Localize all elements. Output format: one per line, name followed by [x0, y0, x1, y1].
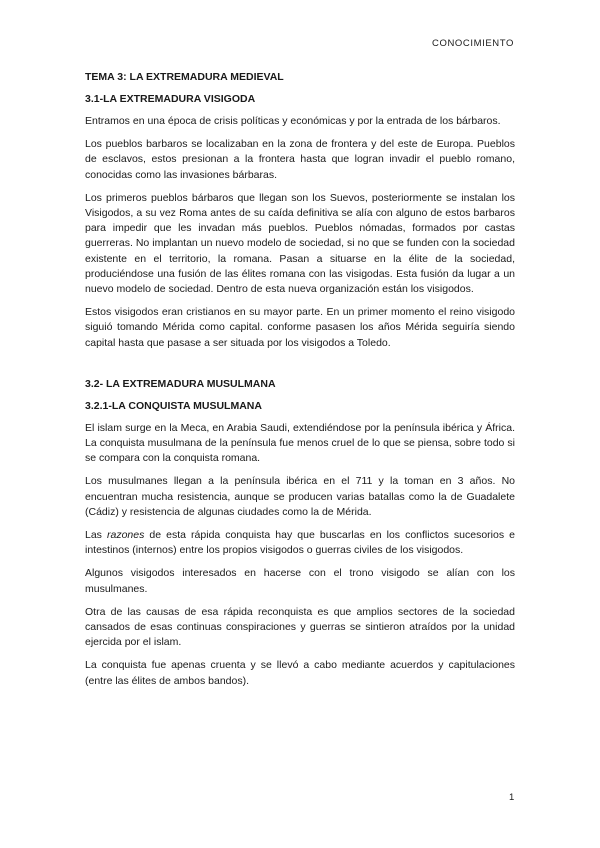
- page-header: CONOCIMIENTO: [432, 38, 514, 49]
- paragraph: La conquista fue apenas cruenta y se llevó a cabo mediante acuerdos y capitulaciones (entre las élites de ambos bandos).: [85, 659, 515, 687]
- causes-text-start: Las: [85, 529, 107, 542]
- paragraph: Algunos visigodos interesados en hacerse con el trono visigodo se alían con los musulmanes.: [85, 567, 515, 595]
- paragraph: Estos visigodos eran cristianos en su mayor parte. En un primer momento el reino visigodo siguió tomando Mérida como capital. conforme pasasen los años Mérida seguiría siendo capital hasta que pasase a ser situada por los visigodos a Toledo.: [85, 306, 515, 349]
- page-number: 1: [509, 792, 515, 803]
- section-heading-musulmana: 3.2- LA EXTREMADURA MUSULMANA: [85, 377, 276, 390]
- paragraph: Los pueblos barbaros se localizaban en la zona de frontera y del este de Europa. Pueblos de esclavos, estos presionan a la frontera hasta que logran invadir el pueblo romano, conocidas como las invasiones bárbaras.: [85, 138, 515, 181]
- document-body: [85, 70, 515, 697]
- paragraph: Los primeros pueblos bárbaros que llegan son los Suevos, posteriormente se instalan los Visigodos, a su vez Roma antes de su caída definitiva se alía con alguno de estos barbaros para impedir que les invadan más pueblos. Pueblos nómadas, formados por castas guerreras. No implantan un nuevo modelo de sociedad, si no que se funden con la sociedad existente en el territorio, la romana. Pasan a situarse en la élite de la sociedad, produciéndose una fusión de las élites romana con las visigodas. Esta fusión da lugar a un nuevo modelo de sociedad. Dentro de esta nueva organización están los visigodos.: [85, 191, 515, 296]
- paragraph: Los musulmanes llegan a la península ibérica en el 711 y la toman en 3 años. No encuentran mucha resistencia, aunque se producen varias batallas como la de Guadalete (Cádiz) y resistencia de algunas ciudades como la de Mérida.: [85, 475, 515, 518]
- document-title: TEMA 3: LA EXTREMADURA MEDIEVAL: [85, 71, 284, 83]
- paragraph: Otra de las causas de esa rápida reconquista es que amplios sectores de la sociedad cansados de esas continuas conspiraciones y guerras se sintieron atraídos por la unidad ejercida por el islam.: [85, 605, 515, 649]
- causes-italic-word: razones: [107, 529, 145, 542]
- paragraph-causes: [85, 528, 515, 558]
- causes-text-end: de esta rápida conquista hay que buscarlas en los conflictos sucesorios e intestinos (internos) entre los propios visigodos o guerras civiles de los visigodos.: [85, 529, 515, 557]
- paragraph: Entramos en una época de crisis políticas y económicas y por la entrada de los bárbaros.: [85, 115, 501, 127]
- paragraph: El islam surge en la Meca, en Arabia Saudi, extendiéndose por la península ibérica y África. La conquista musulmana de la península fue menos cruel de lo que se piensa, sobre todo si se compara con la conquista romana.: [85, 421, 515, 465]
- spacer: [85, 359, 515, 377]
- subsection-heading-conquista: 3.2.1-LA CONQUISTA MUSULMANA: [85, 399, 262, 412]
- section-heading-visigoda: 3.1-LA EXTREMADURA VISIGODA: [85, 93, 256, 105]
